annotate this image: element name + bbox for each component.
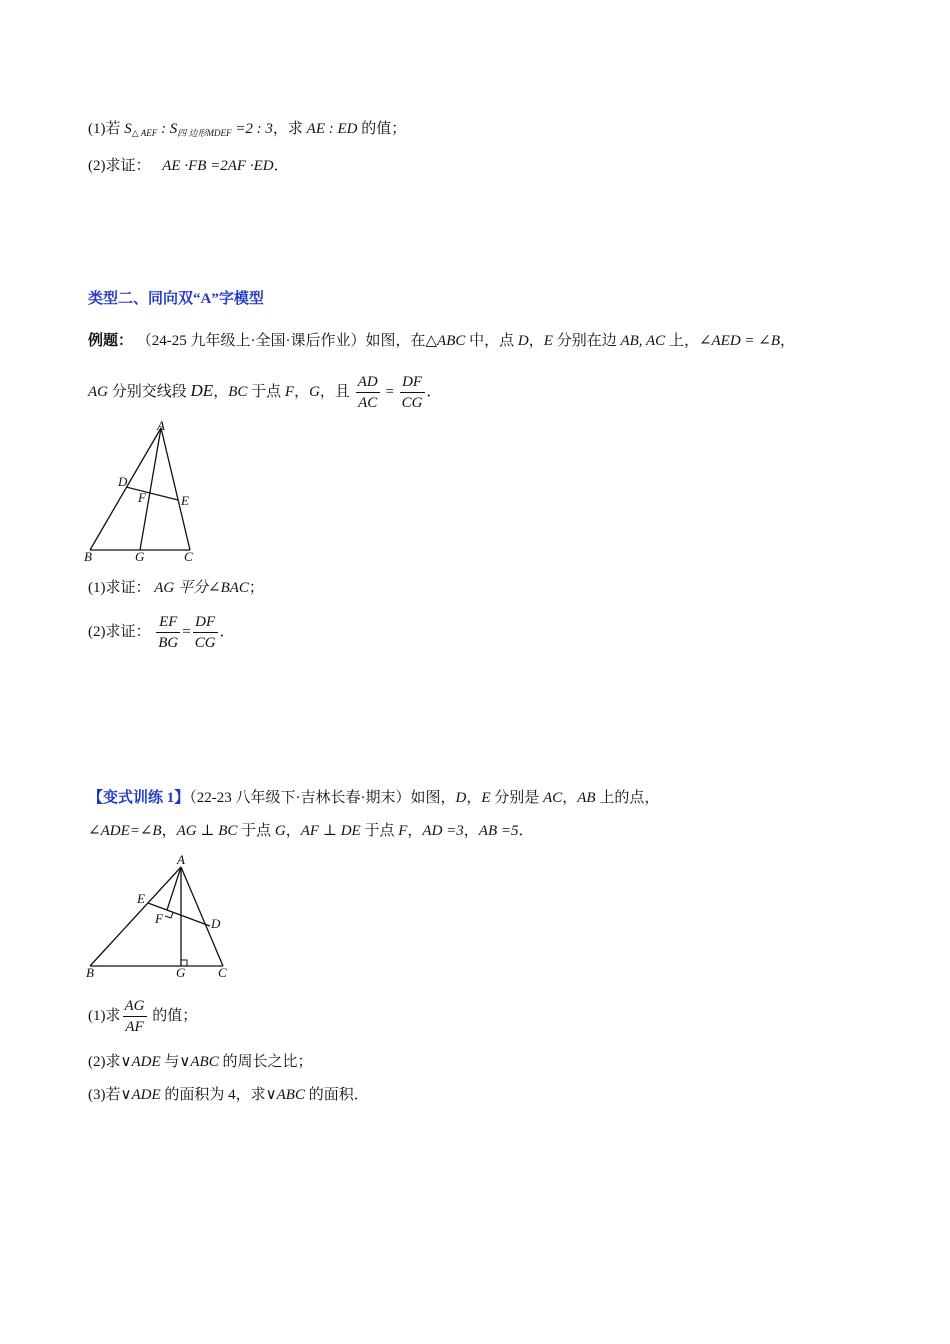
- text: ，: [562, 790, 578, 806]
- text: =: [381, 384, 398, 400]
- numerator: DF: [193, 612, 218, 633]
- figure-2: [80, 850, 240, 985]
- math: E: [543, 333, 553, 349]
- denominator: AF: [125, 1019, 144, 1036]
- text: 的值；: [357, 121, 407, 137]
- label-a: A: [177, 852, 185, 867]
- text: ，: [161, 823, 177, 839]
- text: 中，点: [465, 333, 518, 349]
- text: 的面积为 4，求: [160, 1087, 266, 1103]
- text: ，: [780, 333, 796, 349]
- math: AB: [577, 790, 596, 806]
- label-a: A: [157, 418, 165, 433]
- text: 分别交线段: [108, 384, 191, 400]
- text: ；: [248, 580, 264, 596]
- text: ．: [518, 823, 534, 839]
- section-title: 类型二、同向双“A”字模型: [88, 291, 264, 307]
- math: G: [309, 384, 320, 400]
- fraction-ad-ac: [356, 372, 380, 413]
- math: ∨ADE: [120, 1087, 161, 1103]
- text: 于点: [237, 823, 275, 839]
- text: ．: [426, 384, 442, 400]
- numerator: EF: [156, 612, 180, 633]
- text: ，: [466, 790, 482, 806]
- variant-question-3: [88, 1084, 369, 1106]
- text: 的周长之比；: [218, 1054, 313, 1070]
- text: 于点: [247, 384, 285, 400]
- label-g: G: [135, 549, 145, 564]
- q-prefix: (2)求证：: [88, 624, 151, 640]
- label-c: C: [218, 965, 227, 980]
- math-expr: AG 平分∠BAC: [154, 580, 249, 596]
- text: 上的点，: [595, 790, 660, 806]
- label-e: E: [181, 493, 189, 508]
- prev-question-2: [88, 155, 289, 177]
- math: △ABC: [425, 333, 466, 349]
- label-b: B: [84, 549, 92, 564]
- fraction-df-cg: [193, 612, 218, 653]
- text: 的值；: [148, 1008, 198, 1024]
- text: 的面积．: [304, 1087, 369, 1103]
- math: F: [398, 823, 408, 839]
- label-b: B: [86, 965, 94, 980]
- math-colon: :: [161, 121, 170, 137]
- math-sub: △ AEF: [131, 128, 158, 138]
- math: F: [284, 384, 295, 400]
- segment-af: [167, 867, 181, 910]
- math: AB, AC: [620, 333, 666, 349]
- text: ，且: [319, 384, 354, 400]
- math: DE: [190, 381, 214, 400]
- example-line-2: [88, 370, 442, 413]
- q-prefix: (3)若: [88, 1087, 121, 1103]
- denominator: CG: [401, 395, 423, 412]
- numerator: AG: [123, 996, 147, 1017]
- variant-question-1: [88, 994, 197, 1038]
- math: D: [517, 333, 529, 349]
- math-ratio: =2 : 3: [235, 121, 273, 137]
- denominator: CG: [194, 635, 216, 652]
- variant-question-2: [88, 1051, 312, 1073]
- math: AG: [88, 384, 108, 400]
- text: ，: [528, 333, 544, 349]
- q-prefix: (2)求证：: [88, 158, 151, 174]
- math: D: [455, 790, 467, 806]
- math-s: S: [124, 121, 132, 137]
- text: （24-25 九年级上·全国·课后作业）如图，在: [136, 333, 426, 349]
- text: ，: [463, 823, 479, 839]
- text: ，求: [272, 121, 307, 137]
- label-d: D: [118, 474, 128, 489]
- math: AF ⊥ DE: [300, 823, 361, 839]
- math-expr: AE ·FB =2AF ·ED: [162, 158, 274, 174]
- variant-line-2: [88, 820, 534, 842]
- text: 分别是: [490, 790, 544, 806]
- text: ．: [219, 624, 235, 640]
- math: AD =3: [422, 823, 464, 839]
- q-prefix: (2)求: [88, 1054, 121, 1070]
- variant-line-1: [88, 787, 659, 809]
- math: AC: [543, 790, 563, 806]
- example-question-2: (2)求证： $\frac{EF}{BG}$ = $\frac{DF}{CG}$ ．: [88, 614, 235, 652]
- q-prefix: (1)若: [88, 121, 121, 137]
- math: ∠ADE=∠B: [88, 823, 162, 839]
- denominator: BG: [158, 635, 179, 652]
- example-line-1: [88, 330, 795, 352]
- fraction-df-cg: [400, 372, 425, 413]
- text: （22-23 八年级下·吉林长春·期末）如图，: [189, 790, 456, 806]
- label-c: C: [184, 549, 193, 564]
- prev-question-1: [88, 118, 406, 144]
- math: BC: [228, 384, 248, 400]
- numerator: DF: [400, 372, 425, 393]
- math: ∨ADE: [120, 1054, 161, 1070]
- math-s: S: [169, 121, 178, 137]
- math-expr: AE : ED: [306, 121, 358, 137]
- text: ，: [285, 823, 301, 839]
- label-f: F: [138, 490, 146, 505]
- math: E: [481, 790, 491, 806]
- q-prefix: (1)求证：: [88, 580, 151, 596]
- math: AB =5: [478, 823, 519, 839]
- math: ∨ABC: [265, 1087, 305, 1103]
- math: ∠AED = ∠B: [698, 333, 781, 349]
- variant-label: 【变式训练 1】: [88, 790, 190, 806]
- example-label: 例题：: [88, 333, 134, 349]
- example-question-1: [88, 577, 264, 599]
- label-g: G: [176, 965, 186, 980]
- label-e: E: [137, 891, 145, 906]
- math: ∨ABC: [179, 1054, 219, 1070]
- q-prefix: (1)求: [88, 1008, 121, 1024]
- text: ．: [273, 158, 289, 174]
- label-d: D: [211, 916, 221, 931]
- label-f: F: [155, 911, 163, 926]
- text: 与: [160, 1054, 180, 1070]
- text: 于点: [360, 823, 399, 839]
- fraction-ef-bg: [156, 612, 180, 653]
- denominator: AC: [358, 395, 378, 412]
- math: G: [274, 823, 286, 839]
- text: 上，: [665, 333, 699, 349]
- text: ，: [294, 384, 310, 400]
- figure-1: [80, 418, 210, 568]
- numerator: AD: [356, 372, 380, 393]
- text: ，: [407, 823, 423, 839]
- right-angle-f: [165, 912, 173, 918]
- math-sub: 四 边形MDEF: [177, 128, 232, 138]
- text: ，: [213, 384, 229, 400]
- segment-ac: [161, 428, 190, 550]
- text: 分别在边: [552, 333, 621, 349]
- segment-de: [126, 487, 178, 500]
- fraction-ag-af: [123, 996, 147, 1037]
- math: AG ⊥ BC: [176, 823, 238, 839]
